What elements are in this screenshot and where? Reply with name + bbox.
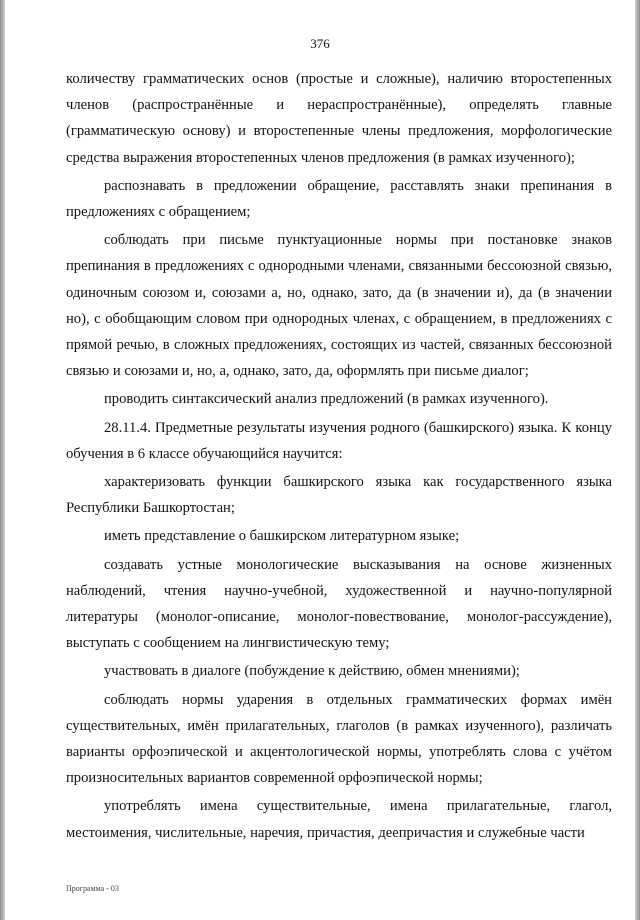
paragraph: соблюдать при письме пунктуационные нормы при постановке знаков препинания в предложениях с однородными членами, связанными бессоюзной связью, одиночным союзом и, союзами а, но, однако, зато, да (в значении и), да (в значении но), с обобщающим словом при однородных членах, с обращением, в предложениях с прямой речью, в сложных предложениях, состоящих из частей, связанных бессоюзной связью и союзами и, но, а, однако, зато, да, оформлять при письме диалог; <box>66 232 612 380</box>
document-body <box>66 66 612 846</box>
paragraph: распознавать в предложении обращение, расставлять знаки препинания в предложениях с обращением; <box>66 177 612 221</box>
paragraph: соблюдать нормы ударения в отдельных грамматических формах имён существительных, имён прилагательных, глаголов (в рамках изученного), различать варианты орфоэпической и акцентологической нормы, употреблять слова с учётом произносительных вариантов современной орфоэпической нормы; <box>66 691 612 787</box>
footer-label: Программа - 03 <box>66 884 119 893</box>
page-number: 376 <box>310 36 330 51</box>
paragraph: создавать устные монологические высказывания на основе жизненных наблюдений, чтения научно-учебной, художественной и научно-популярной литературы (монолог-описание, монолог-повествование, монолог-рассуждение), выступать с сообщением на лингвистическую тему; <box>66 556 612 652</box>
section-paragraph: 28.11.4. Предметные результаты изучения родного (башкирского) языка. К концу обучения в 6 классе обучающийся научится: <box>66 419 612 462</box>
paragraph: иметь представление о башкирском литературном языке; <box>104 528 460 545</box>
paragraph-continuation: количеству грамматических основ (простые и сложные), наличию второстепенных членов (распространённые и нераспространённые), определять главные (грамматическую основу) и второстепенные члены предложения, морфологические средства выражения второстепенных членов предложения (в рамках изученного); <box>66 71 612 166</box>
paragraph: проводить синтаксический анализ предложений (в рамках изученного). <box>104 391 549 408</box>
paragraph: употреблять имена существительные, имена прилагательные, глагол, местоимения, числительные, наречия, причастия, деепричастия и служебные части <box>66 798 612 841</box>
scan-left-edge <box>0 0 5 920</box>
paragraph: характеризовать функции башкирского языка как государственного языка Республики Башкортостан; <box>66 474 612 517</box>
scan-right-edge <box>635 0 640 920</box>
paragraph: участвовать в диалоге (побуждение к действию, обмен мнениями); <box>104 663 520 680</box>
